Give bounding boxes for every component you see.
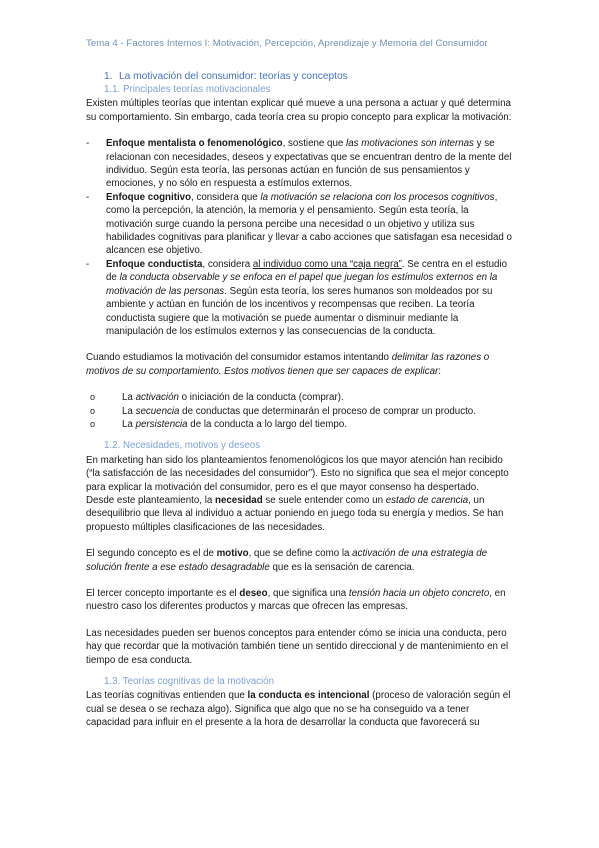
circle-marker: o (90, 405, 96, 416)
page-header: Tema 4 - Factores Internos I: Motivación, Percepción, Aprendizaje y Memoria del Consumidor (86, 38, 488, 49)
paragraph-marketing: En marketing han sido los planteamientos fenomenológicos los que mayor atención han recibido (“la satisfacción de las necesidades del consumidor”). Esto no significa que sea el mejor concepto para explicar la motivación del consumidor, pero es el que mayor consenso ha despertado. (86, 454, 509, 493)
motives-list (86, 391, 514, 431)
paragraph-theories-intro: Existen múltiples teorías que intentan explicar qué mueve a una persona a actuar y qué determina su comportamiento. Sin embargo, cada teoría crea su propio concepto para explicar la motivación: (86, 98, 512, 123)
paragraph-motive: El segundo concepto es el de motivo, que se define como la activación de una estrategia de solución frente a ese estado desagradable que es la sensación de carencia. (86, 548, 488, 573)
document-body (86, 70, 514, 730)
list-item-activation: o La activación o iniciación de la conducta (comprar). (90, 392, 344, 404)
list-item-persistence: o La persistencia de la conducta a lo largo del tiempo. (90, 418, 347, 430)
circle-marker: o (90, 418, 96, 429)
paragraph-need: Desde este planteamiento, la necesidad se suele entender como un estado de carencia, un desequilibrio que lleva al individuo a actuar poniendo en juego toda su energía y medios. Se han propuesto múltiples clasificaciones de las necesidades. (86, 494, 504, 533)
circle-marker: o (90, 392, 96, 403)
dash-marker: - (86, 258, 90, 270)
paragraph-motives: Cuando estudiamos la motivación del consumidor estamos intentando delimitar las razones o motivos de su comportamiento. Estos motivos tienen que ser capaces de explicar: (86, 352, 490, 377)
subsection-heading-1-2: 1.2. Necesidades, motivos y deseos (104, 440, 261, 452)
section-title: La motivación del consumidor: teorías y conceptos (119, 71, 348, 82)
list-item-behaviorist: - Enfoque conductista, considera al individuo como una “caja negra”. Se centra en el estudio de la conducta observable y se enfoca en el papel que juegan los estímulos externos en la motivación de las personas. Según esta teoría, los seres humanos son moldeados por su ambiente y actúan en función de los incentivos y recompensas que reciben. La teoría conductista sugiere que la motivación se puede aumentar o disminuir mediante la manipulación de los estímulos externos y las consecuencias de la conducta. (86, 258, 508, 337)
subsection-heading-1-3: 1.3. Teorías cognitivas de la motivación (104, 676, 274, 688)
subsection-heading-1-1: 1.1. Principales teorías motivacionales (104, 84, 271, 95)
dash-marker: - (86, 191, 90, 203)
theories-list (86, 137, 514, 338)
section-heading-1 (104, 70, 514, 83)
paragraph-cognitive-theories: Las teorías cognitivas entienden que la conducta es intencional (proceso de valoración según el cual se desea o se rechaza algo). Significa que algo que no se ha conseguido va a tener capacidad para influir en el presente a la hora de desarrollar la conducta que favorecerá su (86, 690, 511, 729)
list-item-cognitive: - Enfoque cognitivo, considera que la motivación se relaciona con los procesos cognitivos, como la percepción, la atención, la memoria y el pensamiento. Según esta teoría, la motivación surge cuando la persona percibe una necesidad o un objetivo y utiliza sus habilidades cognitivas para planificar y llevar a cabo acciones que satisfagan esa necesidad o alcancen ese objetivo. (86, 191, 512, 257)
section-number: 1. (104, 71, 113, 82)
list-item-sequence: o La secuencia de conductas que determinarán el proceso de comprar un producto. (90, 405, 476, 417)
paragraph-needs-direction: Las necesidades pueden ser buenos conceptos para entender cómo se inicia una conducta, pero hay que recordar que la motivación también tiene un sentido direccional y de mantenimiento en el tiempo de esa conducta. (86, 627, 509, 666)
paragraph-desire: El tercer concepto importante es el deseo, que significa una tensión hacia un objeto concreto, en nuestro caso los diferentes productos y marcas que ofrecen las empresas. (86, 588, 506, 613)
list-item-mentalist: - Enfoque mentalista o fenomenológico, sostiene que las motivaciones son internas y se relacionan con necesidades, deseos y expectativas que se encuentran dentro de la mente del individuo. Según esta teoría, las personas actúan en función de sus pensamientos y emociones, y no sólo en respuesta a estímulos externos. (86, 138, 512, 190)
dash-marker: - (86, 138, 90, 150)
